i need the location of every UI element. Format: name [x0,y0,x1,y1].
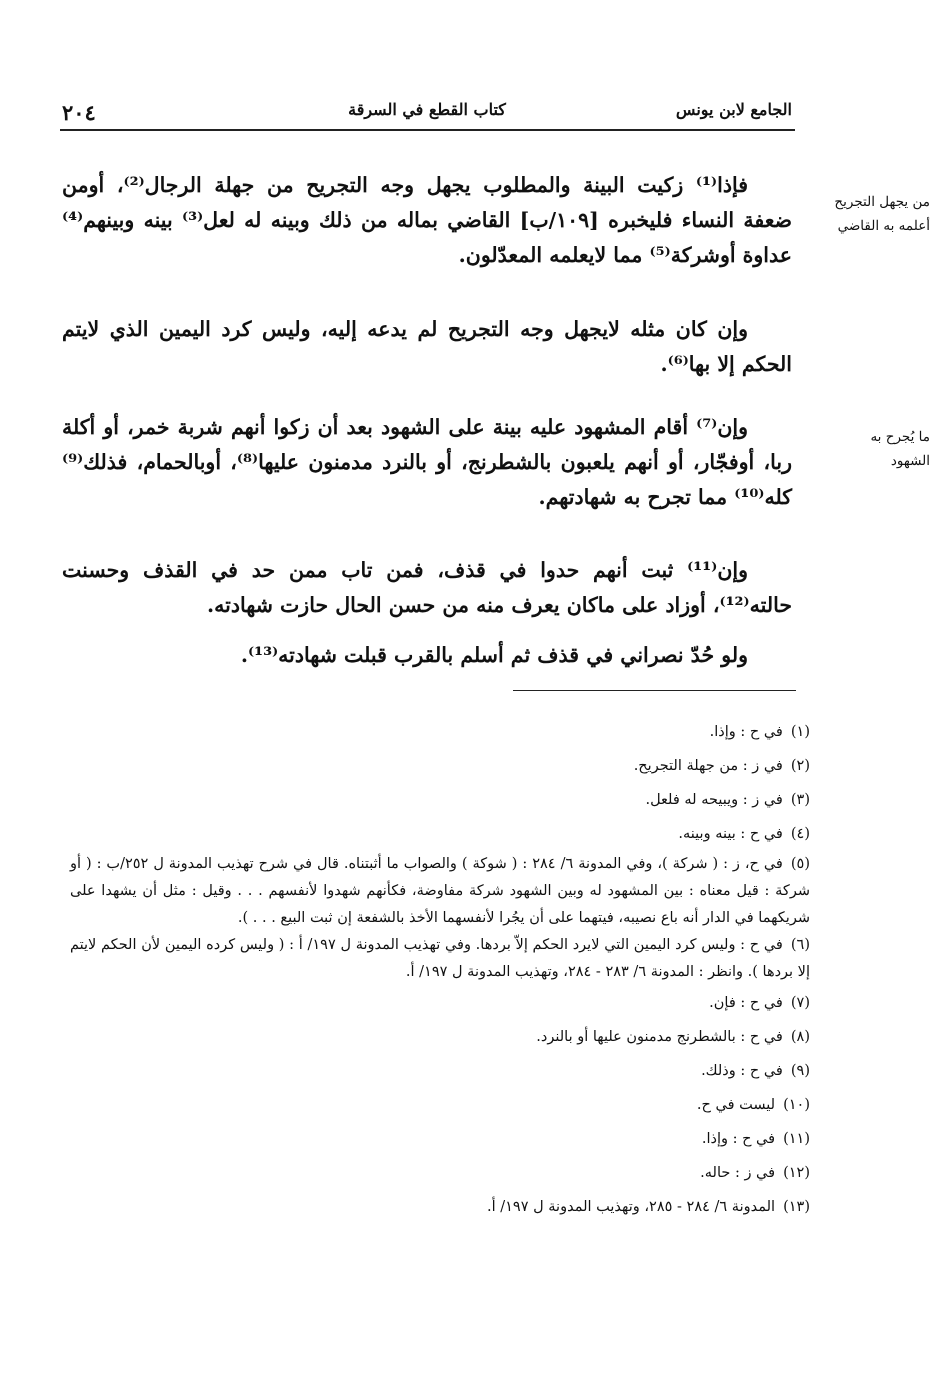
footnote-text: في ح : بينه وبينه. [678,826,783,842]
footnote-text: المدونة ٦/ ٢٨٤ - ٢٨٥، وتهذيب المدونة ل ١٩٧/ أ. [487,1199,776,1215]
footnote-text: في ح : وإذا. [709,724,783,740]
body-paragraph: ولو حُدّ نصراني في قذف ثم أسلم بالقرب قبلت شهادته⁽¹³⁾. [240,643,748,667]
footnote [70,1190,810,1224]
footnote [70,1156,810,1190]
footnote [70,851,810,932]
footnote-text: في ح، ز : ( شركة )، وفي المدونة ٦/ ٢٨٤ : ( شوكة ) والصواب ما أثبتناه. قال في شرح تهذيب المدونة ل ٢٥٢/ب : ( أو شركة : قيل معناه : بين المشهود له وبين الشهود شركة مفاوضة، فكأنهم شهدوا لأنفسهم . . . وقيل : مثل أن يشهدا على شريكهما في الدار أنه باع نصيبه، فيتهما على أن يجُرا لأنفسهما الأخذ بالشفعة إن ثبت البيع . . . ). [70,856,810,926]
footnote-text: في ز : حاله. [700,1165,776,1181]
footnote-number: (١٢) [783,1165,810,1181]
footnote [70,1054,810,1088]
margin-note: ما يُجرح به الشهود [870,429,930,469]
footnote-number: (١١) [783,1131,810,1147]
footnote-text: في ح : وإذا. [701,1131,776,1147]
margin-note: من يجهل التجريح أعلمه به القاضي [834,194,930,234]
footnote-number: (٣) [790,792,810,808]
footnote [70,715,810,749]
footnote-separator [513,690,796,691]
body-paragraph: وإن⁽¹¹⁾ ثبت أنهم حدوا في قذف، فمن تاب ممن حد في القذف وحسنت حالته⁽¹²⁾، أوزاد على ماكان يعرف منه من حسن الحال حازت شهادته. [62,558,792,617]
footnote-number: (٩) [790,1063,810,1079]
footnote-number: (٤) [790,826,810,842]
footnote-number: (١٠) [783,1097,810,1113]
book-title: الجامع لابن يونس [675,100,792,119]
footnote-text: في ح : وليس كرد اليمين التي لايرد الحكم إلاّ بردها. وفي تهذيب المدونة ل ١٩٧/ أ : ( وليس كرده اليمين لأن الحكم لايتم إلا بردها ). وانظر : المدونة ٦/ ٢٨٣ - ٢٨٤، وتهذيب المدونة ل ١٩٧/ أ. [70,937,810,980]
footnote [70,783,810,817]
body-paragraph: فإذا⁽¹⁾ زكيت البينة والمطلوب يجهل وجه التجريح من جهلة الرجال⁽²⁾، أومن ضعفة النساء فليخبره [١٠٩/ب] القاضي بماله من ذلك وبينه له لعل⁽³⁾ بينه وبينهم⁽⁴⁾ عداوة أوشركة⁽⁵⁾ مما لايعلمه المعدّلون. [62,173,793,267]
footnote-text: في ز : ويبيحه له فلعل. [645,792,783,808]
footnote-text: في ز : من جهلة التجريح. [633,758,783,774]
body-paragraph: وإن⁽⁷⁾ أقام المشهود عليه بينة على الشهود بعد أن زكوا أنهم شربة خمر، أو أكلة ربا، أوفجّار، أو أنهم يلعبون بالشطرنج، أو بالنرد مدمنون عليها⁽⁸⁾، أوبالحمام، فذلك⁽⁹⁾ كله⁽¹⁰⁾ مما تجرح به شهادتهم. [62,415,792,509]
footnote [70,1088,810,1122]
footnotes [70,715,810,1224]
header-rule [60,129,795,131]
body-paragraph: وإن كان مثله لايجهل وجه التجريح لم يدعه إليه، وليس كرد اليمين الذي لايتم الحكم إلا بها⁽⁶⁾. [62,317,792,376]
footnote [70,817,810,851]
footnote [70,1122,810,1156]
footnote-number: (٨) [790,1029,810,1045]
footnote-number: (١٣) [783,1199,810,1215]
footnote-text: في ح : وذلك. [701,1063,783,1079]
footnote-text: في ح : فإن. [709,995,783,1011]
footnote-number: (٥) [790,856,811,872]
footnote [70,986,810,1020]
footnote [70,1020,810,1054]
footnote-text: في ح : بالشطرنج مدمنون عليها أو بالنرد. [536,1029,783,1045]
footnote-number: (٦) [790,937,810,953]
footnote [70,749,810,783]
footnote-text: ليست في ح. [696,1097,776,1113]
footnote-number: (٢) [790,758,810,774]
footnote-number: (١) [790,724,810,740]
page-number: ٢٠٤ [62,100,96,125]
footnote [70,932,810,986]
chapter-title: كتاب القطع في السرقة [348,100,506,119]
running-header [62,100,792,128]
footnote-number: (٧) [790,995,810,1011]
